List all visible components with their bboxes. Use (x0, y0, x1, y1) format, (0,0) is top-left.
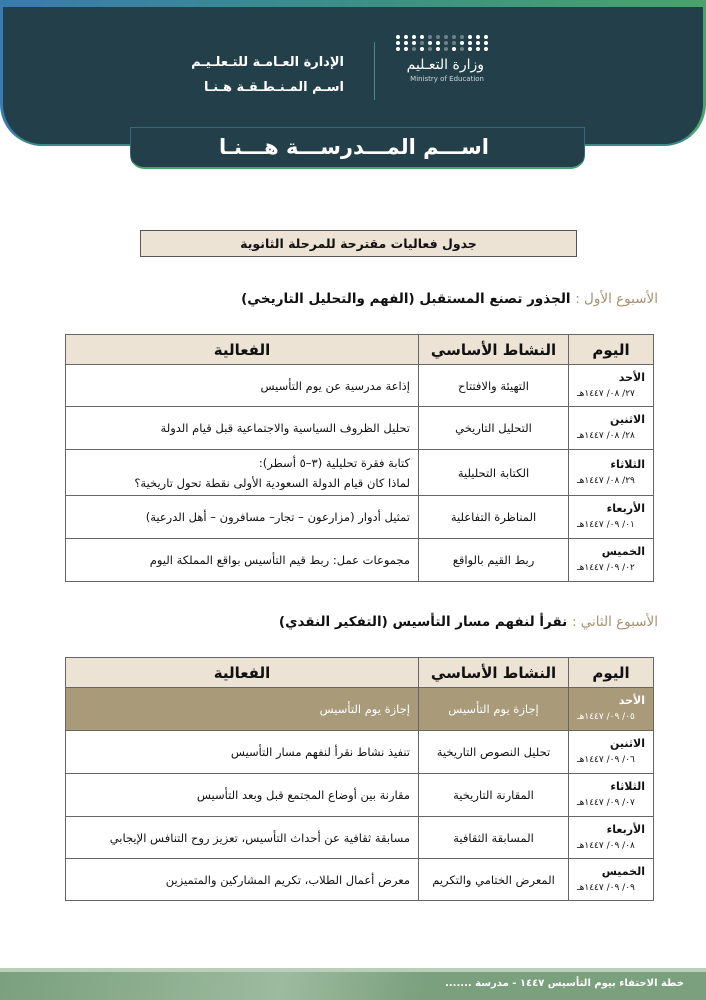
table-row (66, 731, 654, 774)
event-text: كتابة فقرة تحليلية (٣–٥ أسطر): (258, 455, 410, 470)
event-cell (66, 450, 419, 496)
day-name: الثلاثاء (610, 457, 645, 471)
activity-cell: المقارنة التاريخية (419, 774, 569, 817)
day-cell (569, 407, 654, 450)
table-row (66, 859, 654, 901)
day-name: الأربعاء (606, 822, 645, 836)
activity-cell: إجازة يوم التأسيس (419, 688, 569, 731)
day-name: الخميس (601, 545, 645, 558)
header-divider (374, 42, 375, 100)
col-day: اليوم (569, 658, 654, 688)
week2-label: الأسبوع الثاني : (571, 614, 658, 630)
event-cell (66, 407, 419, 450)
col-event: الفعالية (66, 658, 419, 688)
event-text: إذاعة مدرسية عن يوم التأسيس (260, 378, 410, 393)
day-cell (569, 731, 654, 774)
day-cell (569, 450, 654, 496)
event-cell (66, 731, 419, 774)
day-name: الاثنين (610, 413, 645, 426)
day-date: ٠٧/ ٠٩/ ١٤٤٧هـ (577, 798, 635, 808)
day-name: الأربعاء (606, 502, 645, 515)
department-name: الإدارة العـامـة للتـعلـيـم (191, 55, 344, 70)
week1-heading (241, 291, 658, 307)
day-date: ٠٥/ ٠٩/ ١٤٤٧هـ (577, 712, 635, 722)
ministry-logo (392, 35, 492, 105)
table-row (66, 496, 654, 539)
table-row (66, 688, 654, 731)
day-name: الأحد (618, 694, 645, 707)
event-cell (66, 539, 419, 582)
week2-heading (279, 614, 658, 630)
day-cell (569, 859, 654, 901)
table-row (66, 407, 654, 450)
activity-cell: ربط القيم بالواقع (419, 539, 569, 582)
day-cell (569, 688, 654, 731)
document-title: جدول فعاليات مقترحة للمرحلة الثانوية (140, 230, 577, 257)
col-event: الفعالية (66, 335, 419, 365)
event-text: إجازة يوم التأسيس (319, 702, 410, 716)
day-date: ٠٩/ ٠٩/ ١٤٤٧هـ (577, 882, 635, 893)
event-text: معرض أعمال الطلاب، تكريم المشاركين والمتميزين (165, 872, 410, 887)
table-header-row (66, 335, 654, 365)
day-cell (569, 539, 654, 582)
day-cell (569, 774, 654, 817)
event-text: مجموعات عمل: ربط قيم التأسيس بواقع المملكة اليوم (149, 553, 410, 567)
activity-cell: الكتابة التحليلية (419, 450, 569, 496)
day-name: الأحد (618, 370, 645, 384)
day-name: الثلاثاء (610, 780, 645, 793)
table-row (66, 365, 654, 407)
day-date: ٢٧/ ٠٨/ ١٤٤٧هـ (577, 388, 635, 399)
footer-band (0, 968, 706, 1000)
activity-cell: المعرض الختامي والتكريم (419, 859, 569, 901)
day-date: ٠٦/ ٠٩/ ١٤٤٧هـ (577, 755, 635, 765)
school-name: اســـم المـــدرســـة هـــنـا (130, 127, 585, 169)
event-text: مسابقة ثقافية عن أحداث التأسيس، تعزيز روح التنافس الإيجابي (109, 830, 410, 845)
day-cell (569, 817, 654, 859)
activity-cell: التهيئة والافتتاح (419, 365, 569, 407)
col-activity: النشاط الأساسي (419, 335, 569, 365)
table-row (66, 817, 654, 859)
ministry-name-en: Ministry of Education (410, 75, 484, 83)
activity-cell: التحليل التاريخي (419, 407, 569, 450)
event-cell (66, 774, 419, 817)
week2-theme: نقرأ لنفهم مسار التأسيس (التفكير النقدي) (278, 614, 568, 630)
header-accent-bar (0, 0, 706, 7)
event-text: مقارنة بين أوضاع المجتمع قبل وبعد التأسيس (196, 788, 410, 802)
event-cell (66, 859, 419, 901)
week1-theme: الجذور تصنع المستقبل (الفهم والتحليل التاريخي) (241, 291, 571, 307)
table-row (66, 774, 654, 817)
week1-label: الأسبوع الأول : (575, 291, 658, 307)
event-text: تحليل الظروف السياسية والاجتماعية قبل قيام الدولة (160, 421, 410, 435)
logo-dots-icon (396, 35, 492, 51)
activity-cell: المسابقة الثقافية (419, 817, 569, 859)
event-cell (66, 688, 419, 731)
region-name: اسـم المـنـطـقـة هـنـا (203, 80, 344, 95)
table-row (66, 539, 654, 582)
day-date: ٢٨/ ٠٨/ ١٤٤٧هـ (577, 431, 635, 441)
event-text: تمثيل أدوار (مزارعون – تجار– مسافرون – أهل الدرعية) (145, 510, 410, 524)
day-name: الاثنين (610, 737, 645, 750)
day-name: الخميس (601, 864, 645, 878)
col-activity: النشاط الأساسي (419, 658, 569, 688)
week2-table (65, 657, 654, 901)
day-date: ٠١/ ٠٩/ ١٤٤٧هـ (577, 520, 635, 530)
event-text-line2: لماذا كان قيام الدولة السعودية الأولى نقطة تحول تاريخية؟ (134, 475, 410, 490)
table-row (66, 450, 654, 496)
table-header-row (66, 658, 654, 688)
activity-cell: تحليل النصوص التاريخية (419, 731, 569, 774)
event-cell (66, 817, 419, 859)
event-cell (66, 365, 419, 407)
day-cell (569, 496, 654, 539)
day-date: ٢٩/ ٠٨/ ١٤٤٧هـ (577, 475, 635, 486)
week1-table (65, 334, 654, 582)
day-date: ٠٨/ ٠٩/ ١٤٤٧هـ (577, 840, 635, 851)
footer-text: خطة الاحتفاء بيوم التأسيس ١٤٤٧ - مدرسة ....... (445, 978, 684, 989)
event-cell (66, 496, 419, 539)
ministry-name-ar: وزارة التعـليم (406, 57, 484, 73)
day-cell (569, 365, 654, 407)
header-banner (0, 0, 706, 146)
department-block (191, 50, 344, 100)
activity-cell: المناظرة التفاعلية (419, 496, 569, 539)
event-text: تنفيذ نشاط نقرأ لنفهم مسار التأسيس (230, 745, 410, 759)
col-day: اليوم (569, 335, 654, 365)
day-date: ٠٢/ ٠٩/ ١٤٤٧هـ (577, 563, 635, 573)
